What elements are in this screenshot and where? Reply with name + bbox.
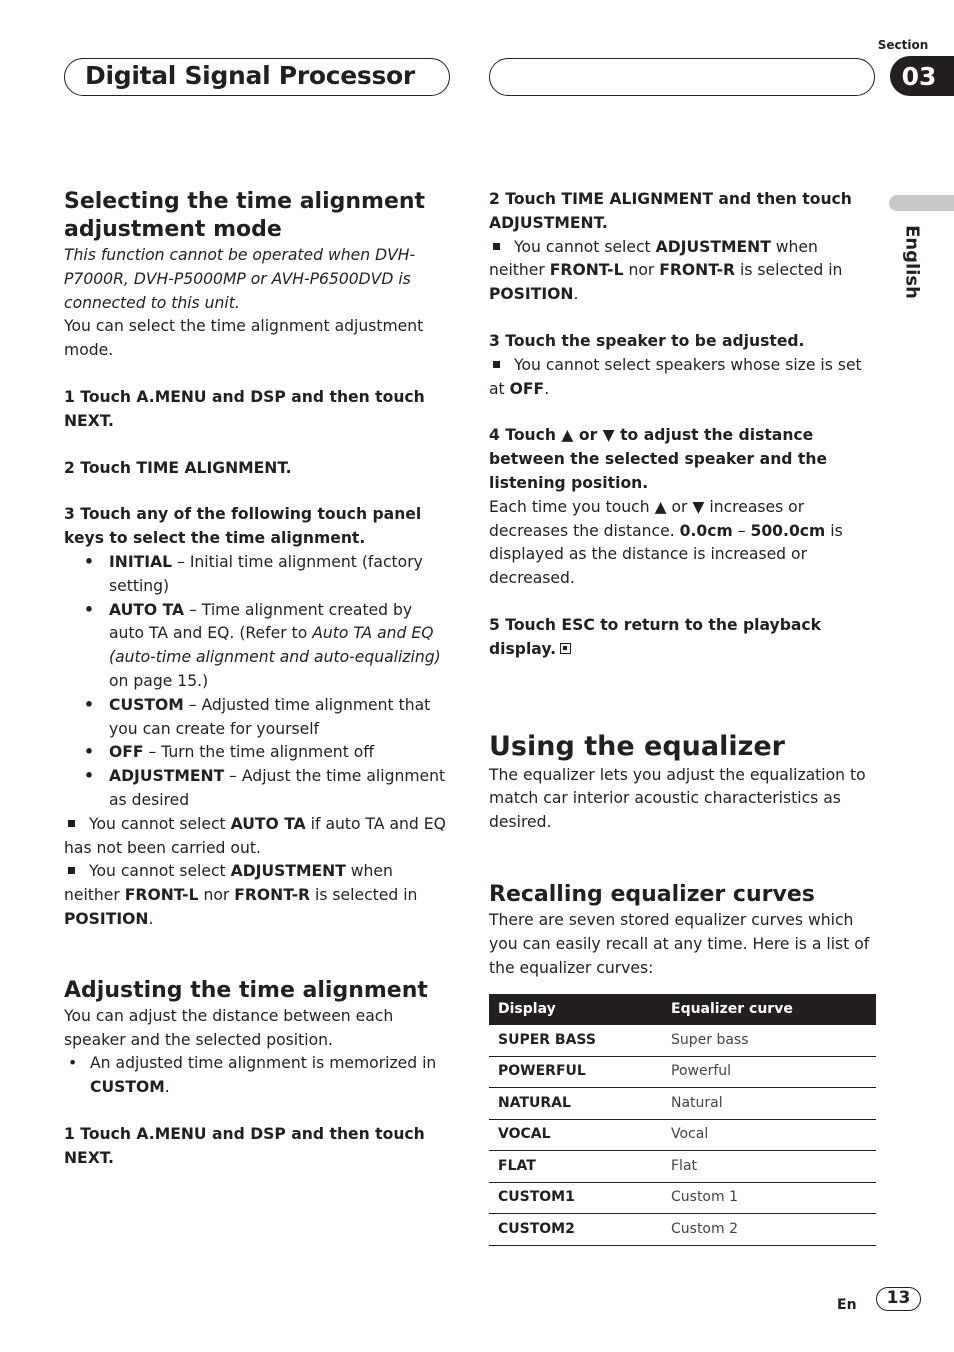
curve-cell: Vocal: [671, 1119, 876, 1151]
page-number: 13: [876, 1287, 921, 1311]
header-empty-box: [489, 58, 875, 96]
recall-intro: There are seven stored equalizer curves which you can easily recall at any time. Here is a list of the equalizer curves:: [489, 910, 870, 977]
table-row: [489, 1182, 876, 1214]
adjust-bullet: • An adjusted time alignment is memorized in CUSTOM.: [64, 1052, 452, 1100]
display-cell: SUPER BASS: [489, 1025, 671, 1056]
heading-using-equalizer: Using the equalizer: [489, 730, 785, 762]
compatibility-note: This function cannot be operated when DVH-P7000R, DVH-P5000MP or AVH-P6500DVD is connected to this unit.: [64, 246, 416, 312]
table-header-row: [489, 994, 876, 1025]
step-4-distance: 4 Touch ▲ or ▼ to adjust the distance between the selected speaker and the listening position.: [489, 426, 828, 492]
chapter-title-box: [64, 58, 450, 96]
step-3: 3 Touch any of the following touch panel keys to select the time alignment.: [64, 505, 422, 548]
adjust-step-1: 1 Touch A.MENU and DSP and then touch NEXT.: [64, 1124, 425, 1167]
curve-cell: Powerful: [671, 1056, 876, 1088]
display-cell: POWERFUL: [489, 1056, 671, 1088]
table-row: [489, 1025, 876, 1056]
step-1: 1 Touch A.MENU and DSP and then touch NEXT.: [64, 387, 425, 430]
display-cell: FLAT: [489, 1151, 671, 1183]
equalizer-intro: The equalizer lets you adjust the equalization to match car interior acoustic characteristics as desired.: [489, 765, 866, 832]
option-adjustment: • ADJUSTMENT – Adjust the time alignment as desired: [64, 765, 452, 813]
display-cell: CUSTOM2: [489, 1214, 671, 1246]
column-header-display: Display: [489, 994, 671, 1025]
left-column: [64, 188, 452, 1171]
display-cell: VOCAL: [489, 1119, 671, 1151]
note-square-icon: [68, 820, 75, 827]
step-3-speaker: 3 Touch the speaker to be adjusted.: [489, 331, 805, 350]
section-number-badge: 03: [890, 56, 954, 96]
note-square-icon: [68, 867, 75, 874]
language-tab: [889, 195, 954, 211]
heading-adjusting: Adjusting the time alignment: [64, 977, 428, 1003]
step-2-adjustment: 2 Touch TIME ALIGNMENT and then touch ADJUSTMENT.: [489, 190, 852, 232]
chapter-title: Digital Signal Processor: [85, 61, 415, 90]
curve-cell: Custom 2: [671, 1214, 876, 1246]
option-initial: • INITIAL – Initial time alignment (factory setting): [64, 551, 452, 599]
step-2: 2 Touch TIME ALIGNMENT.: [64, 458, 292, 477]
table-row: [489, 1056, 876, 1088]
table-row: [489, 1151, 876, 1183]
heading-selecting-mode: Selecting the time alignment adjustment mode: [64, 189, 426, 242]
curve-cell: Flat: [671, 1151, 876, 1183]
table-row: [489, 1119, 876, 1151]
option-auto-ta: • AUTO TA – Time alignment created by auto TA and EQ. (Refer to Auto TA and EQ (auto-time alignment and auto-equalizing) on page 15.): [64, 599, 452, 694]
curve-cell: Custom 1: [671, 1182, 876, 1214]
note-adjustment: You cannot select ADJUSTMENT when neither FRONT-L nor FRONT-R is selected in POSITION.: [64, 862, 418, 928]
display-cell: CUSTOM1: [489, 1182, 671, 1214]
table-row: [489, 1088, 876, 1120]
select-intro: You can select the time alignment adjustment mode.: [64, 317, 424, 360]
language-label: English: [901, 225, 923, 299]
footer-language-code: En: [837, 1297, 857, 1313]
note-auto-ta: You cannot select AUTO TA if auto TA and EQ has not been carried out.: [64, 814, 446, 857]
end-of-section-icon: [560, 643, 571, 654]
section-label: Section: [877, 38, 929, 52]
display-cell: NATURAL: [489, 1088, 671, 1120]
table-row: [489, 1214, 876, 1246]
curve-cell: Natural: [671, 1088, 876, 1120]
column-header-curve: Equalizer curve: [671, 994, 876, 1025]
note-adjustment-right: You cannot select ADJUSTMENT when neither FRONT-L nor FRONT-R is selected in POSITION.: [489, 237, 843, 304]
heading-recalling-curves: Recalling equalizer curves: [489, 881, 815, 907]
step-5-esc: 5 Touch ESC to return to the playback display.: [489, 615, 821, 658]
adjust-intro: You can adjust the distance between each speaker and the selected position.: [64, 1006, 394, 1049]
right-column: [489, 188, 877, 1246]
option-off: • OFF – Turn the time alignment off: [64, 741, 452, 765]
curve-cell: Super bass: [671, 1025, 876, 1056]
option-custom: • CUSTOM – Adjusted time alignment that you can create for yourself: [64, 694, 452, 742]
step-4-body: Each time you touch ▲ or ▼ increases or decreases the distance. 0.0cm – 500.0cm is displayed as the distance is increased or decreased.: [489, 497, 843, 588]
note-speaker-off: You cannot select speakers whose size is set at OFF.: [489, 355, 862, 398]
note-square-icon: [493, 361, 500, 368]
note-square-icon: [493, 243, 500, 250]
equalizer-curve-table: [489, 994, 876, 1246]
